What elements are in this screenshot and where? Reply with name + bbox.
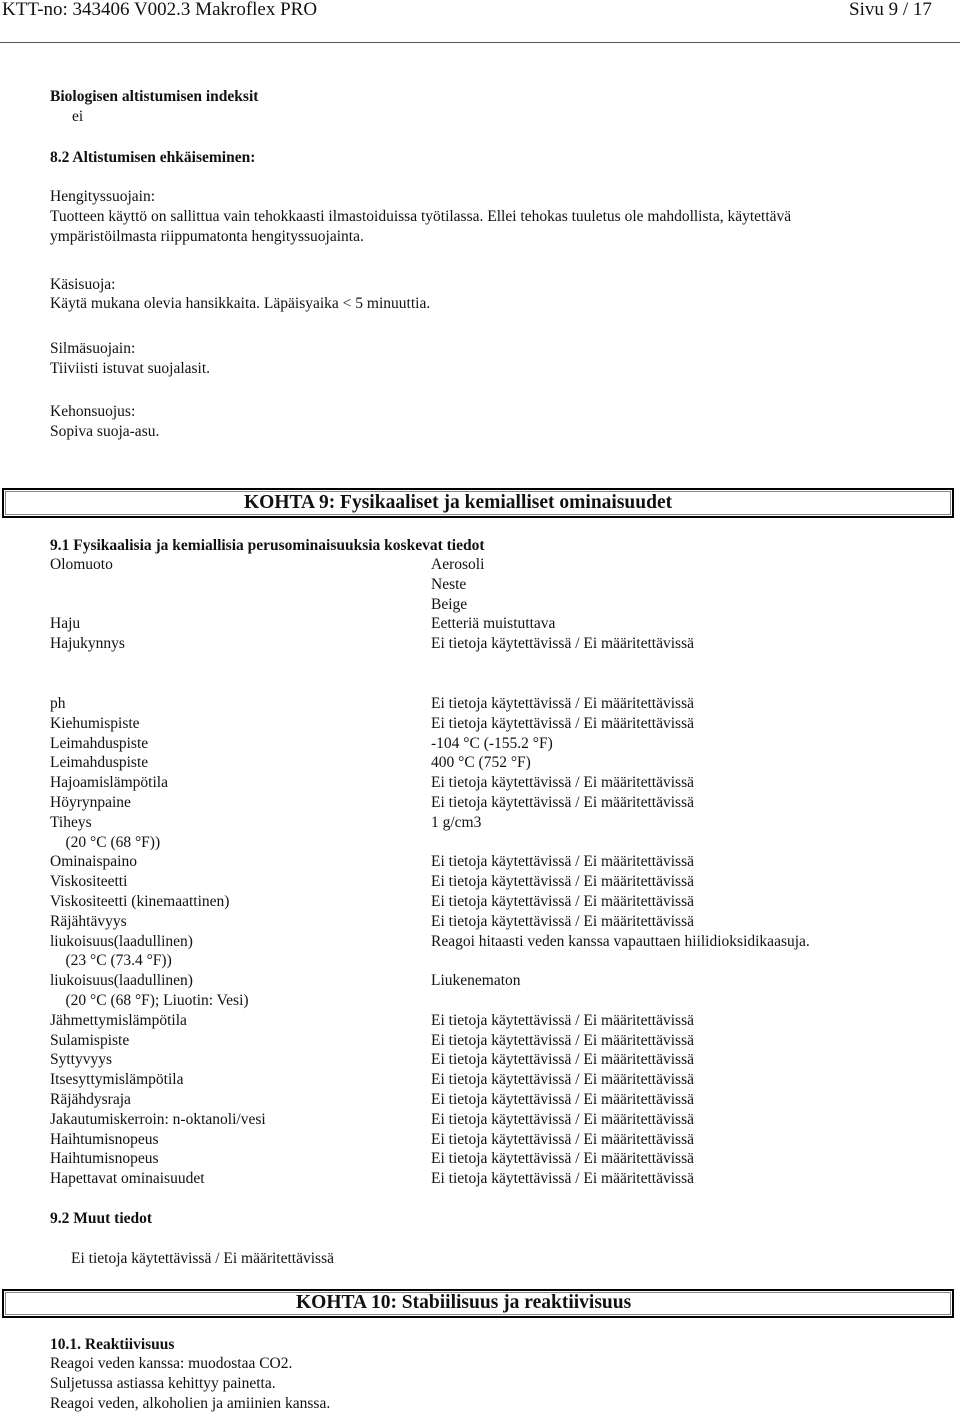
property-label: Räjähtävyys: [50, 913, 127, 930]
property-label: Haju: [50, 615, 81, 632]
property-value: Ei tietoja käytettävissä / Ei määritettävissä: [431, 794, 694, 811]
property-label: Ominaispaino: [50, 853, 137, 870]
property-value: Ei tietoja käytettävissä / Ei määritettävissä: [431, 1032, 694, 1049]
property-label: liukoisuus(laadullinen): [50, 972, 193, 989]
eye-protection-text: Tiiviisti istuvat suojalasit.: [50, 360, 211, 377]
property-label: Tiheys: [50, 814, 92, 831]
respiratory-text-line1: Tuotteen käyttö on sallittua vain tehokkaasti ilmastoiduissa työtilassa. Ellei tehokas tuuletus ole mahdollista, käytettävä: [50, 208, 792, 225]
subsection-9-1-title: 9.1 Fysikaalisia ja kemiallisia perusominaisuuksia koskevat tiedot: [50, 537, 485, 554]
property-label: Viskositeetti (kinemaattinen): [50, 893, 230, 910]
property-label: Jähmettymislämpötila: [50, 1012, 187, 1029]
header-rule: [0, 42, 960, 43]
body-protection-text: Sopiva suoja-asu.: [50, 423, 160, 440]
eye-protection-label: Silmäsuojain:: [50, 340, 136, 357]
other-info-text: Ei tietoja käytettävissä / Ei määritettävissä: [71, 1250, 334, 1267]
property-value: 1 g/cm3: [431, 814, 482, 831]
property-label: Leimahduspiste: [50, 754, 149, 771]
property-value: Ei tietoja käytettävissä / Ei määritettävissä: [431, 635, 694, 652]
property-label: Höyrynpaine: [50, 794, 131, 811]
property-value: Ei tietoja käytettävissä / Ei määritettävissä: [431, 893, 694, 910]
property-value: Ei tietoja käytettävissä / Ei määritettävissä: [431, 1071, 694, 1088]
subsection-9-2-title: 9.2 Muut tiedot: [50, 1210, 153, 1227]
section-9-title: KOHTA 9: Fysikaaliset ja kemialliset ominaisuudet: [244, 492, 673, 513]
bio-indices-value: ei: [72, 108, 84, 125]
property-value: 400 °C (752 °F): [431, 754, 531, 771]
property-label: Syttyvyys: [50, 1051, 113, 1068]
property-label: Leimahduspiste: [50, 735, 149, 752]
property-value: Aerosoli: [431, 556, 485, 573]
property-value: Ei tietoja käytettävissä / Ei määritettävissä: [431, 774, 694, 791]
property-label: Hajukynnys: [50, 635, 125, 652]
property-label: Itsesyttymislämpötila: [50, 1071, 184, 1088]
exposure-controls-title: 8.2 Altistumisen ehkäiseminen:: [50, 149, 256, 166]
document-header-left: KTT-no: 343406 V002.3 Makroflex PRO: [2, 0, 318, 20]
property-label: ph: [50, 695, 66, 712]
hand-protection-label: Käsisuoja:: [50, 276, 116, 293]
property-value: Ei tietoja käytettävissä / Ei määritettävissä: [431, 1012, 694, 1029]
bio-indices-title: Biologisen altistumisen indeksit: [50, 88, 259, 105]
respiratory-text-line2: ympäristöilmasta riippumatonta hengityssuojainta.: [50, 228, 364, 245]
property-value: Ei tietoja käytettävissä / Ei määritettävissä: [431, 853, 694, 870]
subsection-10-1-title: 10.1. Reaktiivisuus: [50, 1336, 175, 1353]
property-label: Haihtumisnopeus: [50, 1131, 159, 1148]
respiratory-label: Hengityssuojain:: [50, 188, 156, 205]
property-label: Viskositeetti: [50, 873, 128, 890]
property-label: Jakautumiskerroin: n-oktanoli/vesi: [50, 1111, 266, 1128]
property-value: -104 °C (-155.2 °F): [431, 735, 553, 752]
property-value: Eetteriä muistuttava: [431, 615, 556, 632]
property-value: Ei tietoja käytettävissä / Ei määritettävissä: [431, 1111, 694, 1128]
property-value: Ei tietoja käytettävissä / Ei määritettävissä: [431, 1091, 694, 1108]
property-value: Ei tietoja käytettävissä / Ei määritettävissä: [431, 715, 694, 732]
hand-protection-text: Käytä mukana olevia hansikkaita. Läpäisyaika < 5 minuuttia.: [50, 295, 431, 312]
property-label: Olomuoto: [50, 556, 113, 573]
section-9-header: [2, 488, 954, 518]
property-label-condition: (20 °C (68 °F)): [50, 834, 161, 851]
property-value: Ei tietoja käytettävissä / Ei määritettävissä: [431, 1051, 694, 1068]
property-value: Ei tietoja käytettävissä / Ei määritettävissä: [431, 1170, 694, 1187]
property-value: Liukenematon: [431, 972, 521, 989]
reactivity-line: Reagoi veden kanssa: muodostaa CO2.: [50, 1355, 293, 1372]
property-value: Reagoi hitaasti veden kanssa vapauttaen hiilidioksidikaasuja.: [431, 933, 810, 950]
property-label: Haihtumisnopeus: [50, 1150, 159, 1167]
page-number: Sivu 9 / 17: [849, 0, 932, 20]
property-label-condition: (20 °C (68 °F); Liuotin: Vesi): [50, 992, 249, 1009]
property-value: Ei tietoja käytettävissä / Ei määritettävissä: [431, 1150, 694, 1167]
property-label: Räjähdysraja: [50, 1091, 131, 1108]
property-value: Ei tietoja käytettävissä / Ei määritettävissä: [431, 1131, 694, 1148]
property-value: Ei tietoja käytettävissä / Ei määritettävissä: [431, 913, 694, 930]
property-label-condition: (23 °C (73.4 °F)): [50, 952, 172, 969]
property-value: Ei tietoja käytettävissä / Ei määritettävissä: [431, 695, 694, 712]
property-value: Ei tietoja käytettävissä / Ei määritettävissä: [431, 873, 694, 890]
property-label: Kiehumispiste: [50, 715, 140, 732]
section-10-title: KOHTA 10: Stabiilisuus ja reaktiivisuus: [296, 1292, 632, 1313]
property-value: Beige: [431, 596, 468, 613]
section-10-header: [2, 1289, 954, 1318]
property-label: Hapettavat ominaisuudet: [50, 1170, 205, 1187]
property-label: liukoisuus(laadullinen): [50, 933, 193, 950]
body-protection-label: Kehonsuojus:: [50, 403, 136, 420]
property-label: Hajoamislämpötila: [50, 774, 168, 791]
property-value: Neste: [431, 576, 467, 593]
reactivity-line: Suljetussa astiassa kehittyy painetta.: [50, 1375, 276, 1392]
reactivity-line: Reagoi veden, alkoholien ja amiinien kanssa.: [50, 1395, 331, 1412]
property-label: Sulamispiste: [50, 1032, 130, 1049]
